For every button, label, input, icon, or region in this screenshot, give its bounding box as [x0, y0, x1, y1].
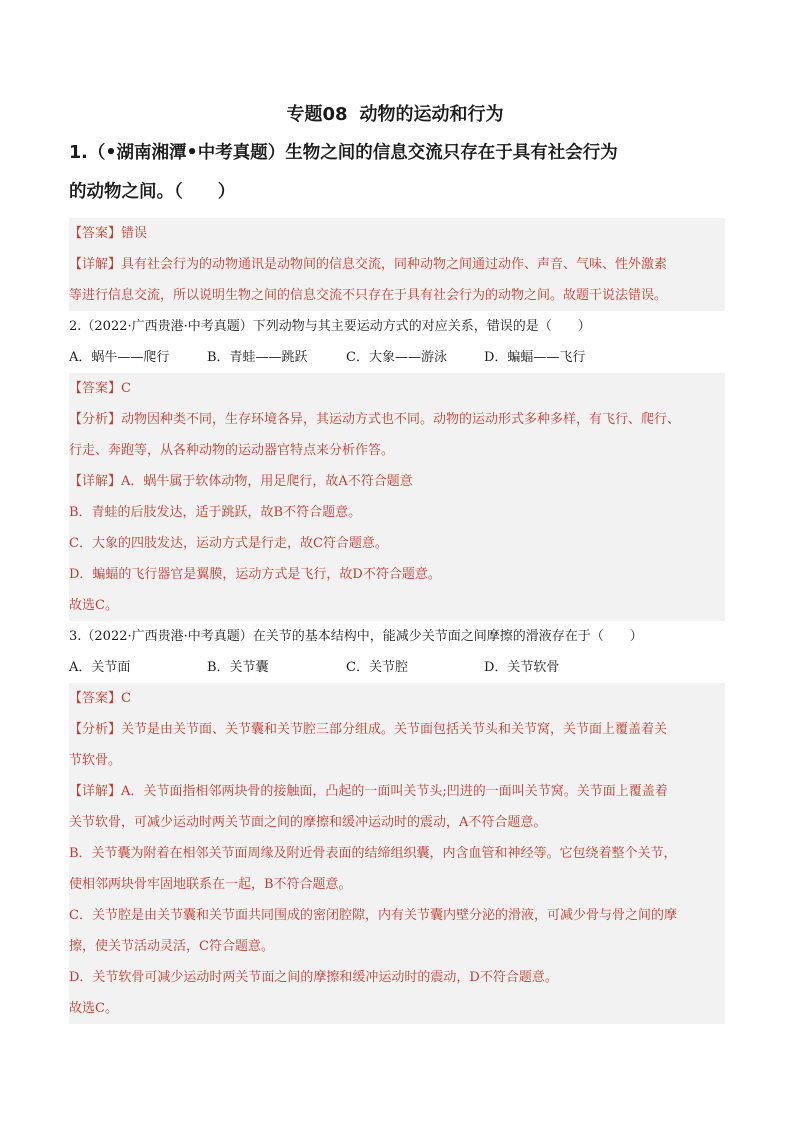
question-2-analysis	[69, 404, 725, 466]
answer-tag: 【答案】	[69, 691, 122, 706]
page-title	[65, 96, 725, 134]
option-a: A．关节面	[69, 660, 131, 675]
question-2-answer	[69, 373, 725, 404]
detail-d: D．蝙蝠的飞行器官是翼膜，运动方式是飞行，故D不符合题意。	[69, 567, 441, 582]
question-2-stem: 2.（2022·广西贵港·中考真题）下列动物与其主要运动方式的对应关系，错误的是（ ）	[69, 319, 591, 334]
question-1-detail	[69, 249, 725, 311]
answer-tag: 【答案】	[69, 381, 122, 396]
detail-tag: 【详解】	[69, 257, 122, 272]
question-1-line-2: 的动物之间。（ ）	[69, 182, 236, 202]
question-3-detail	[69, 776, 725, 1024]
option-d: D．蝙蝠——飞行	[484, 350, 586, 365]
option-d: D．关节软骨	[484, 660, 560, 675]
answer-value: 错误	[121, 226, 148, 241]
conclusion: 故选C。	[69, 1001, 118, 1016]
detail-a-line-2: 关节软骨，可减少运动时两关节面之间的摩擦和缓冲运动时的震动，A不符合题意。	[69, 815, 547, 830]
option-c: C．关节腔	[346, 660, 408, 675]
analysis-tag: 【分析】	[69, 412, 122, 427]
topic-number: 专题08	[286, 104, 348, 125]
detail-c: C．大象的四肢发达，运动方式是行走，故C符合题意。	[69, 536, 388, 551]
detail-b: B．青蛙的后肢发达，适于跳跃，故B不符合题意。	[69, 505, 362, 520]
question-3-answer	[69, 683, 725, 714]
detail-b-line-2: 使相邻两块骨牢固地联系在一起，B不符合题意。	[69, 877, 352, 892]
detail-a-line-1: A．关节面指相邻两块骨的接触面，凸起的一面叫关节头;凹进的一面叫关节窝。关节面上覆盖着	[121, 784, 668, 799]
question-1-answer	[69, 218, 725, 249]
answer-value: C	[121, 691, 131, 706]
question-3-analysis	[69, 714, 725, 776]
detail-b-line-1: B．关节囊为附着在相邻关节面周缘及附近骨表面的结缔组织囊，内含血管和神经等。它包绕着整个关节，	[69, 846, 677, 861]
conclusion: 故选C。	[69, 598, 118, 613]
question-3-stem: 3.（2022·广西贵港·中考真题）在关节的基本结构中，能减少关节面之间摩擦的滑液存在于（ ）	[69, 629, 643, 644]
option-c: C．大象——游泳	[346, 350, 447, 365]
detail-a: A．蜗牛属于软体动物，用足爬行，故A不符合题意	[121, 474, 413, 489]
question-3-options	[69, 652, 725, 683]
detail-tag: 【详解】	[69, 474, 122, 489]
question-2-options	[69, 342, 725, 373]
question-2-detail	[69, 466, 725, 621]
option-b: B．关节囊	[207, 660, 269, 675]
question-1-stem	[69, 134, 725, 212]
analysis-line-1: 动物因种类不同，生存环境各异，其运动方式也不同。动物的运动形式多种多样，有飞行、爬行、	[121, 412, 681, 427]
analysis-line-2: 节软骨。	[69, 753, 122, 768]
answer-value: C	[121, 381, 131, 396]
detail-line-1: 具有社会行为的动物通讯是动物间的信息交流，同种动物之间通过动作、声音、气味、性外激素	[121, 257, 668, 272]
detail-c-line-2: 擦，使关节活动灵活，C符合题意。	[69, 939, 274, 954]
detail-tag: 【详解】	[69, 784, 122, 799]
detail-c-line-1: C．关节腔是由关节囊和关节面共同围成的密闭腔隙，内有关节囊内壁分泌的滑液，可减少骨与骨之间的摩	[69, 908, 677, 923]
analysis-line-1: 关节是由关节面、关节囊和关节腔三部分组成。关节面包括关节头和关节窝，关节面上覆盖着关	[121, 722, 668, 737]
analysis-line-2: 行走、奔跑等，从各种动物的运动器官特点来分析作答。	[69, 443, 395, 458]
detail-line-2: 等进行信息交流，所以说明生物之间的信息交流不只存在于具有社会行为的动物之间。故题干说法错误。	[69, 288, 668, 303]
question-1-line-1: 1.（•湖南湘潭•中考真题）生物之间的信息交流只存在于具有社会行为	[69, 143, 618, 163]
answer-tag: 【答案】	[69, 226, 122, 241]
analysis-tag: 【分析】	[69, 722, 122, 737]
option-a: A．蜗牛——爬行	[69, 350, 170, 365]
topic-name: 动物的运动和行为	[359, 104, 504, 125]
option-b: B．青蛙——跳跃	[207, 350, 308, 365]
document-page	[69, 96, 725, 1024]
detail-d: D．关节软骨可减少运动时两关节面之间的摩擦和缓冲运动时的震动，D不符合题意。	[69, 970, 558, 985]
